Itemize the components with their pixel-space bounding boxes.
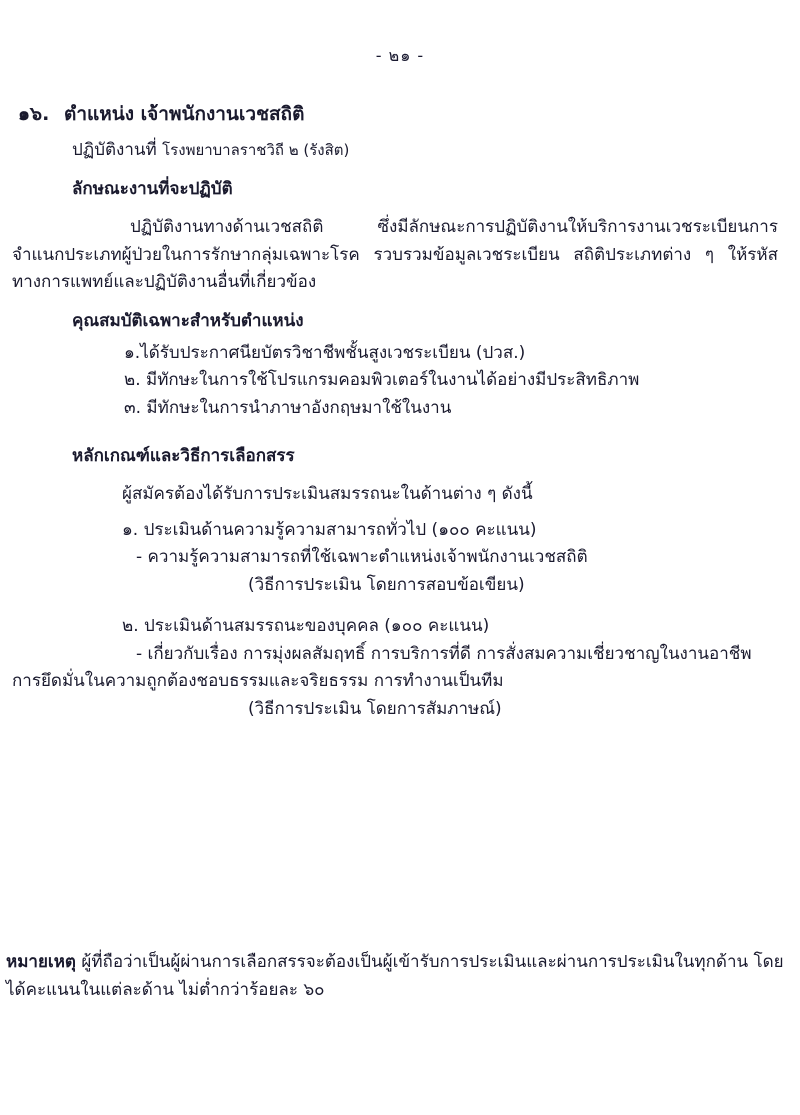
criteria-2-detail: - เกี่ยวกับเรื่อง การมุ่งผลสัมฤทธิ์ การบริการที่ดี การสั่งสมความเชี่ยวชาญในงานอาชีพ bbox=[136, 643, 752, 664]
document-content bbox=[0, 99, 800, 723]
position-title: ตำแหน่ง เจ้าพนักงานเวชสถิติ bbox=[64, 103, 305, 125]
criteria-spacer bbox=[122, 599, 778, 613]
workplace-label: ปฏิบัติงานที่ bbox=[72, 140, 157, 160]
criteria-2-title: ๒. ประเมินด้านสมรรถนะของบุคคล (๑๐๐ คะแนน) bbox=[122, 616, 490, 637]
criteria-block bbox=[12, 481, 778, 668]
criteria-1-title: ๑. ประเมินด้านความรู้ความสามารถทั่วไป (๑๐๐ คะแนน) bbox=[122, 519, 537, 540]
workplace-value: โรงพยาบาลราชวิถี ๒ (รังสิต) bbox=[162, 141, 350, 159]
qualifications-heading: คุณสมบัติเฉพาะสำหรับตำแหน่ง bbox=[72, 310, 304, 331]
list-item: ๒. มีทักษะในการใช้โปรแกรมคอมพิวเตอร์ในงานได้อย่างมีประสิทธิภาพ bbox=[124, 370, 640, 391]
criteria-heading: หลักเกณฑ์และวิธีการเลือกสรร bbox=[72, 446, 295, 467]
criteria-2-method: (วิธีการประเมิน โดยการสัมภาษณ์) bbox=[248, 698, 502, 719]
criteria-intro: ผู้สมัครต้องได้รับการประเมินสมรรถนะในด้านต่าง ๆ ดังนี้ bbox=[122, 484, 533, 505]
list-item: ๓. มีทักษะในการนำภาษาอังกฤษมาใช้ในงาน bbox=[124, 397, 452, 418]
criteria-1-detail: - ความรู้ความสามารถที่ใช้เฉพาะตำแหน่งเจ้าพนักงานเวชสถิติ bbox=[136, 547, 588, 568]
footer-note bbox=[6, 949, 786, 1004]
position-heading bbox=[12, 99, 778, 129]
duties-heading: ลักษณะงานที่จะปฏิบัติ bbox=[72, 179, 233, 199]
note-text: ผู้ที่ถือว่าเป็นผู้ผ่านการเลือกสรรจะต้องเป็นผู้เข้ารับการประเมินและผ่านการประเมินในทุกด้าน โดยได้คะแนนในแต่ละด้าน ไม่ต่ำกว่าร้อยละ ๖๐ bbox=[6, 952, 784, 1000]
page-number: - ๒๑ - bbox=[375, 46, 425, 65]
criteria-2-method-block bbox=[12, 696, 778, 724]
criteria-2-detail-overflow: การยึดมั่นในความถูกต้องชอบธรรมและจริยธรรม การทำงานเป็นทีม bbox=[12, 671, 504, 692]
duties-paragraph-text: ปฏิบัติงานทางด้านเวชสถิติ ซึ่งมีลักษณะการปฏิบัติงานให้บริการงานเวชระเบียนการจำแนกประเภทผู้ป่วยในการรักษากลุ่มเฉพาะโรค รวบรวมข้อมูลเวชระเบียน สถิติประเภทต่าง ๆ ให้รหัสทางการแพทย์และปฏิบัติงานอื่นที่เกี่ยวข้อง bbox=[12, 217, 778, 293]
qualifications-list bbox=[12, 340, 778, 423]
criteria-1-method: (วิธีการประเมิน โดยการสอบข้อเขียน) bbox=[248, 574, 525, 595]
workplace-line bbox=[12, 136, 778, 163]
note-label: หมายเหตุ bbox=[6, 952, 76, 972]
duties-paragraph bbox=[12, 214, 778, 297]
document-page bbox=[0, 44, 800, 1115]
list-item: ๑.ได้รับประกาศนียบัตรวิชาชีพชั้นสูงเวชระเบียน (ปวส.) bbox=[124, 342, 526, 363]
item-number: ๑๖. bbox=[18, 103, 50, 125]
